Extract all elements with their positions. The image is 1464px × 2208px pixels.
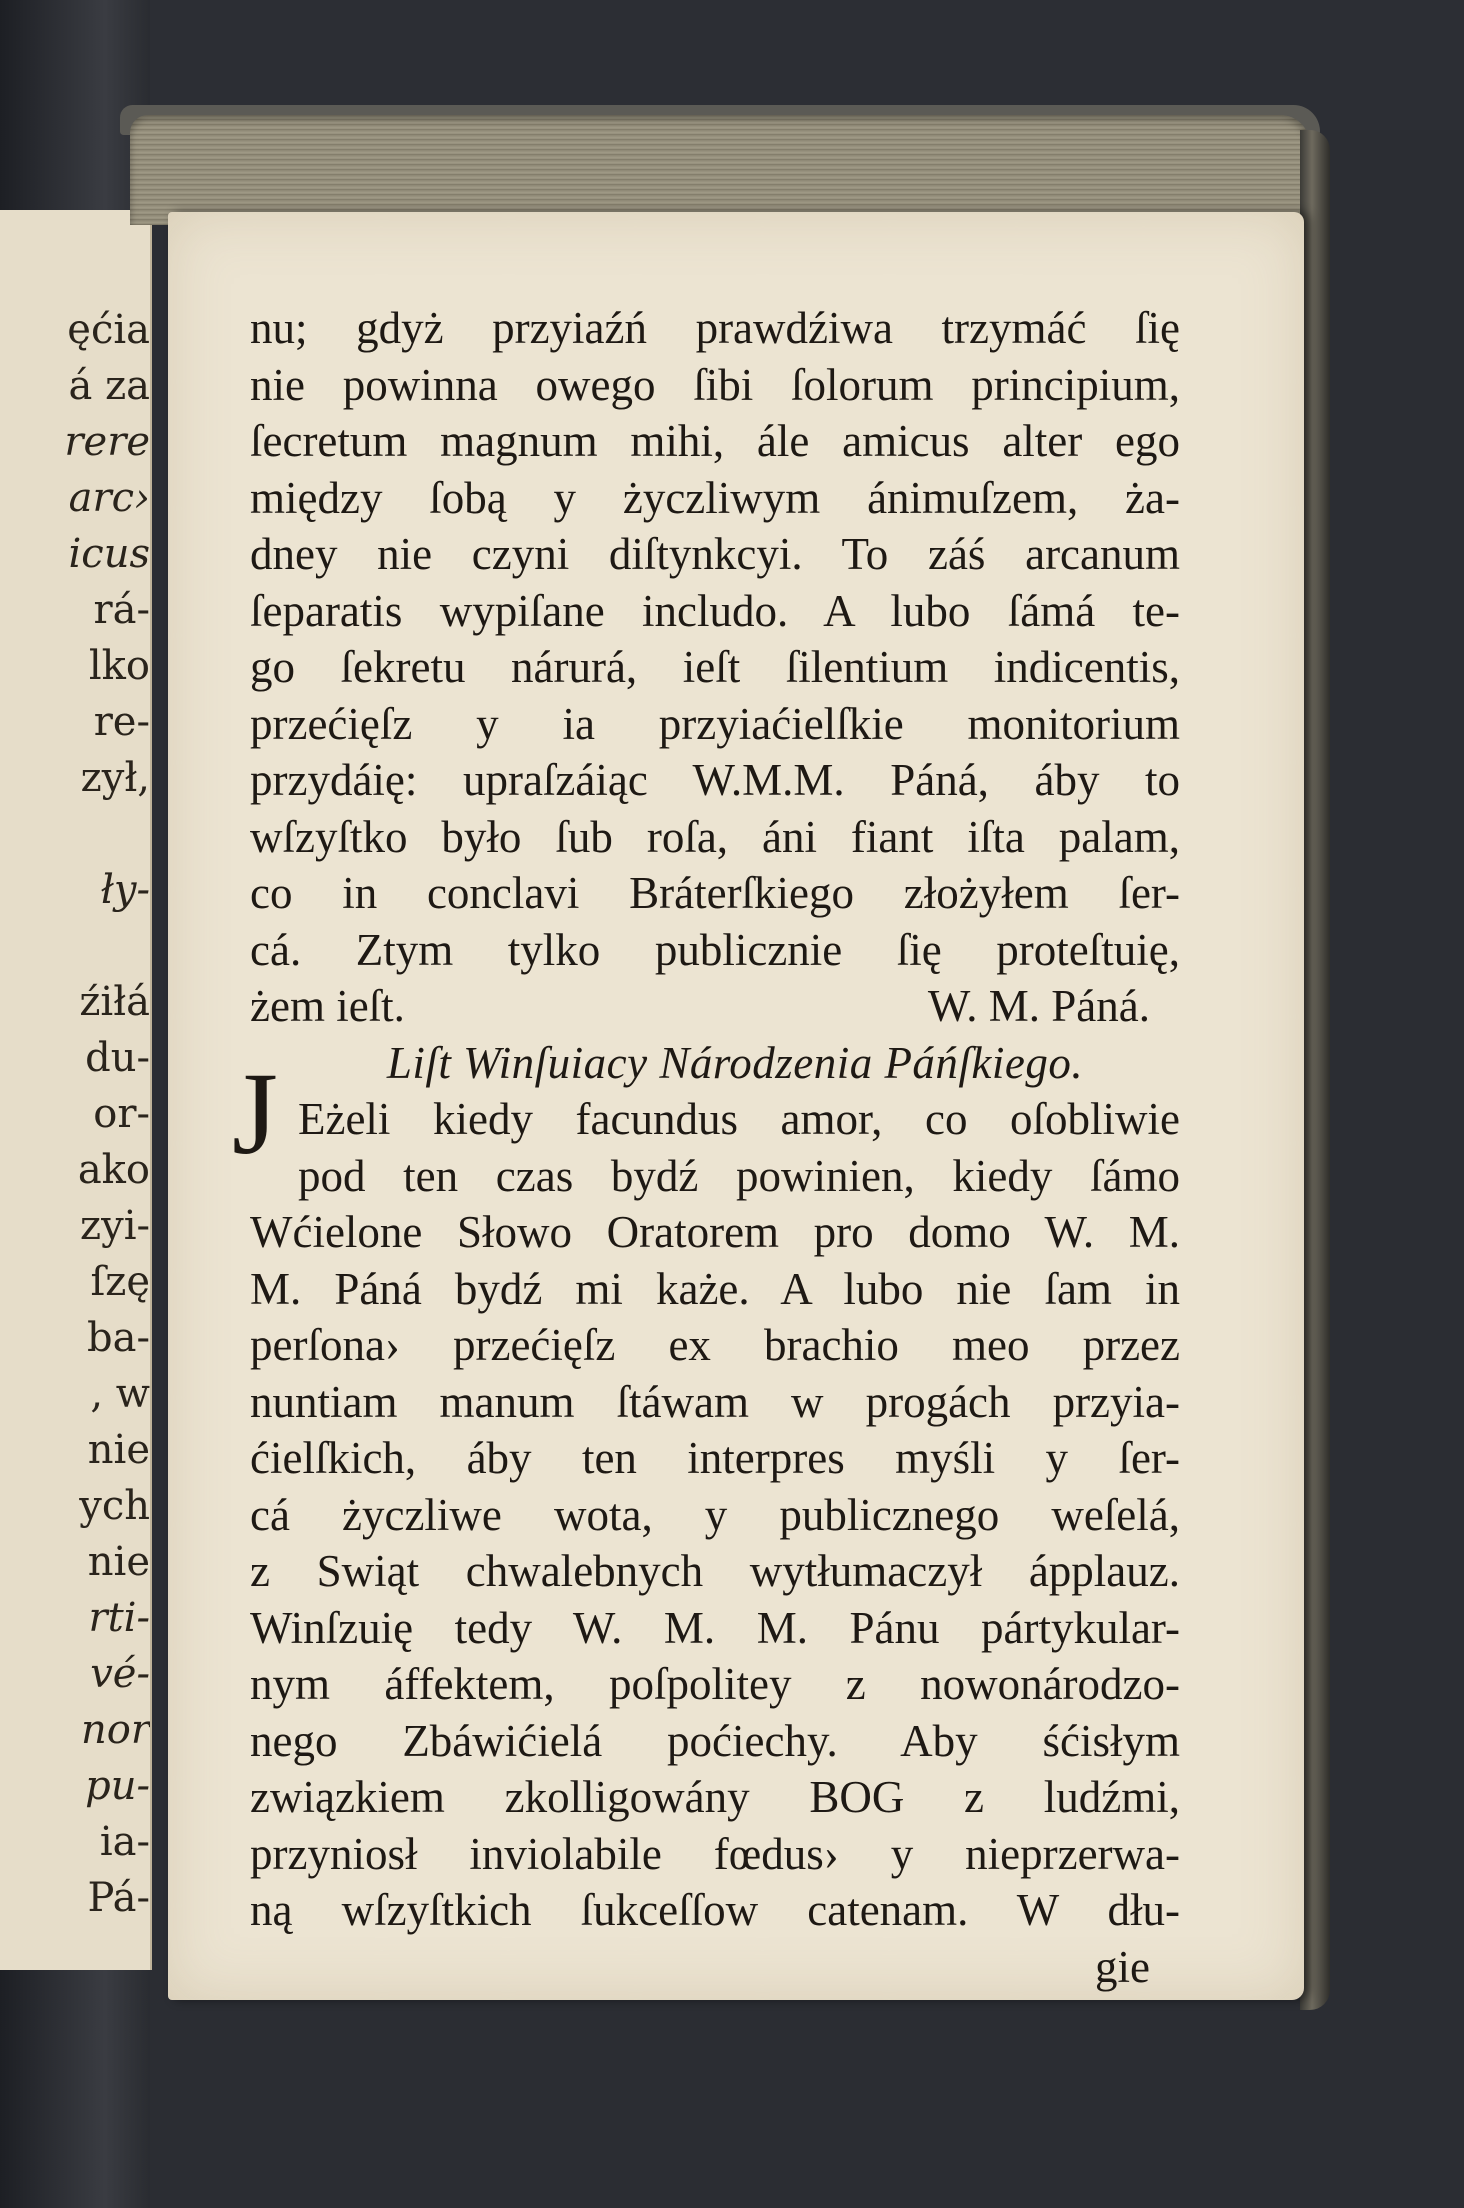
facing-page-fragment: lko <box>88 643 150 689</box>
book-page-edges <box>130 115 1310 225</box>
text-line: dney nie czyni diſtynkcyi. To záś arcanum <box>250 529 1180 579</box>
text-line: pod ten czas bydź powinien, kiedy ſámo <box>298 1150 1180 1201</box>
text-line: nym áffektem, poſpolitey z nowonárodzo- <box>250 1659 1180 1709</box>
text-line: perſona› przećięſz ex brachio meo przez <box>250 1320 1180 1370</box>
text-line: go ſekretu nárurá, ieſt ſilentium indicentis, <box>250 642 1180 692</box>
text-line: między ſobą y życzliwym ánimuſzem, ża- <box>250 472 1180 523</box>
text-line: z Swiąt chwalebnych wytłumaczył ápplauz. <box>250 1546 1180 1596</box>
letter-heading: Liſt Winſuiacy Národzenia Páńſkiego. <box>386 1037 1084 1088</box>
book-fore-edge <box>1300 130 1330 2010</box>
text-line: przyniosł inviolabile fœdus› y nieprzerwa- <box>250 1828 1180 1879</box>
facing-page-fragment: ako <box>77 1147 150 1193</box>
facing-page-fragment: rá- <box>93 587 150 633</box>
facing-page-fragment: icus <box>68 531 150 577</box>
facing-page-fragment: ſzę <box>90 1259 150 1305</box>
text-line: co in conclavi Bráterſkiego złożyłem ſer- <box>250 868 1180 918</box>
catchword: gie <box>1095 1941 1150 1992</box>
text-line: wſzyſtko było ſub roſa, áni fiant iſta palam, <box>250 811 1180 862</box>
text-line: nego Zbáwićielá poćiechy. Aby śćisłym <box>250 1715 1180 1766</box>
facing-page-fragment: Pá- <box>87 1875 150 1921</box>
facing-page-fragment: ba- <box>87 1315 150 1361</box>
facing-page-fragment: ia- <box>99 1819 150 1865</box>
text-line: M. Páná bydź mi każe. A lubo nie ſam in <box>250 1263 1180 1314</box>
facing-page-left <box>0 210 152 1970</box>
text-line: ną wſzyſtkich ſukceſſow catenam. W dłu- <box>250 1885 1180 1935</box>
text-line: nie powinna owego ſibi ſolorum principium, <box>250 359 1180 410</box>
facing-page-fragment: re- <box>93 699 150 745</box>
facing-page-fragment: nie <box>87 1539 150 1585</box>
facing-page-fragment: , w <box>90 1371 150 1417</box>
text-line: cá. Ztym tylko publicznie ſię proteſtuię, <box>250 924 1180 975</box>
facing-page-fragment: or- <box>93 1091 150 1137</box>
text-line: cá życzliwe wota, y publicznego weſelá, <box>250 1489 1180 1540</box>
text-line: nuntiam manum ſtáwam w progách przyia- <box>250 1376 1180 1427</box>
text-line: ſeparatis wypiſane includo. A lubo ſámá te- <box>250 585 1180 636</box>
facing-page-fragment: pu- <box>85 1763 150 1809</box>
facing-page-fragment: vé- <box>90 1651 150 1697</box>
facing-page-fragment: rere <box>64 419 150 465</box>
facing-page-fragment: nor <box>81 1707 150 1753</box>
text-line: nu; gdyż przyiaźń prawdźiwa trzymáć ſię <box>250 303 1180 353</box>
facing-page-fragment: nie <box>87 1427 150 1473</box>
text-line: Eżeli kiedy facundus amor, co oſobliwie <box>298 1094 1180 1144</box>
text-line: przydáię: upraſzáiąc W.M.M. Páná, áby to <box>250 755 1180 805</box>
closing-line <box>250 978 1180 1035</box>
text-line: związkiem zkolligowány BOG z ludźmi, <box>250 1772 1180 1822</box>
facing-page-fragment: zył, <box>80 755 150 801</box>
closing-left: żem ieſt. <box>250 981 405 1031</box>
facing-page-fragment: ych <box>79 1483 150 1529</box>
closing-signature: W. M. Páná. <box>927 981 1150 1031</box>
facing-page-fragment: rti- <box>88 1595 150 1641</box>
facing-page-fragment: á za <box>68 363 150 409</box>
facing-page-fragment: ęćia <box>67 307 150 353</box>
text-line: ſecretum magnum mihi, ále amicus alter ego <box>250 416 1180 466</box>
facing-page-fragment: źiłá <box>79 979 150 1025</box>
facing-page-fragment: arc› <box>68 475 150 521</box>
text-line: Winſzuię tedy W. M. M. Pánu pártykular- <box>250 1602 1180 1653</box>
drop-capital: J <box>232 1048 278 1179</box>
text-line: Wćielone Słowo Oratorem pro domo W. M. <box>250 1207 1180 1257</box>
facing-page-fragment: ły- <box>100 867 150 913</box>
facing-page-fragment: zyi- <box>80 1203 150 1249</box>
page-text <box>250 300 1180 1995</box>
facing-page-fragment: du- <box>85 1035 150 1081</box>
text-line: ćielſkich, áby ten interpres myśli y ſer- <box>250 1433 1180 1483</box>
text-line: przećięſz y ia przyiaćielſkie monitorium <box>250 698 1180 749</box>
